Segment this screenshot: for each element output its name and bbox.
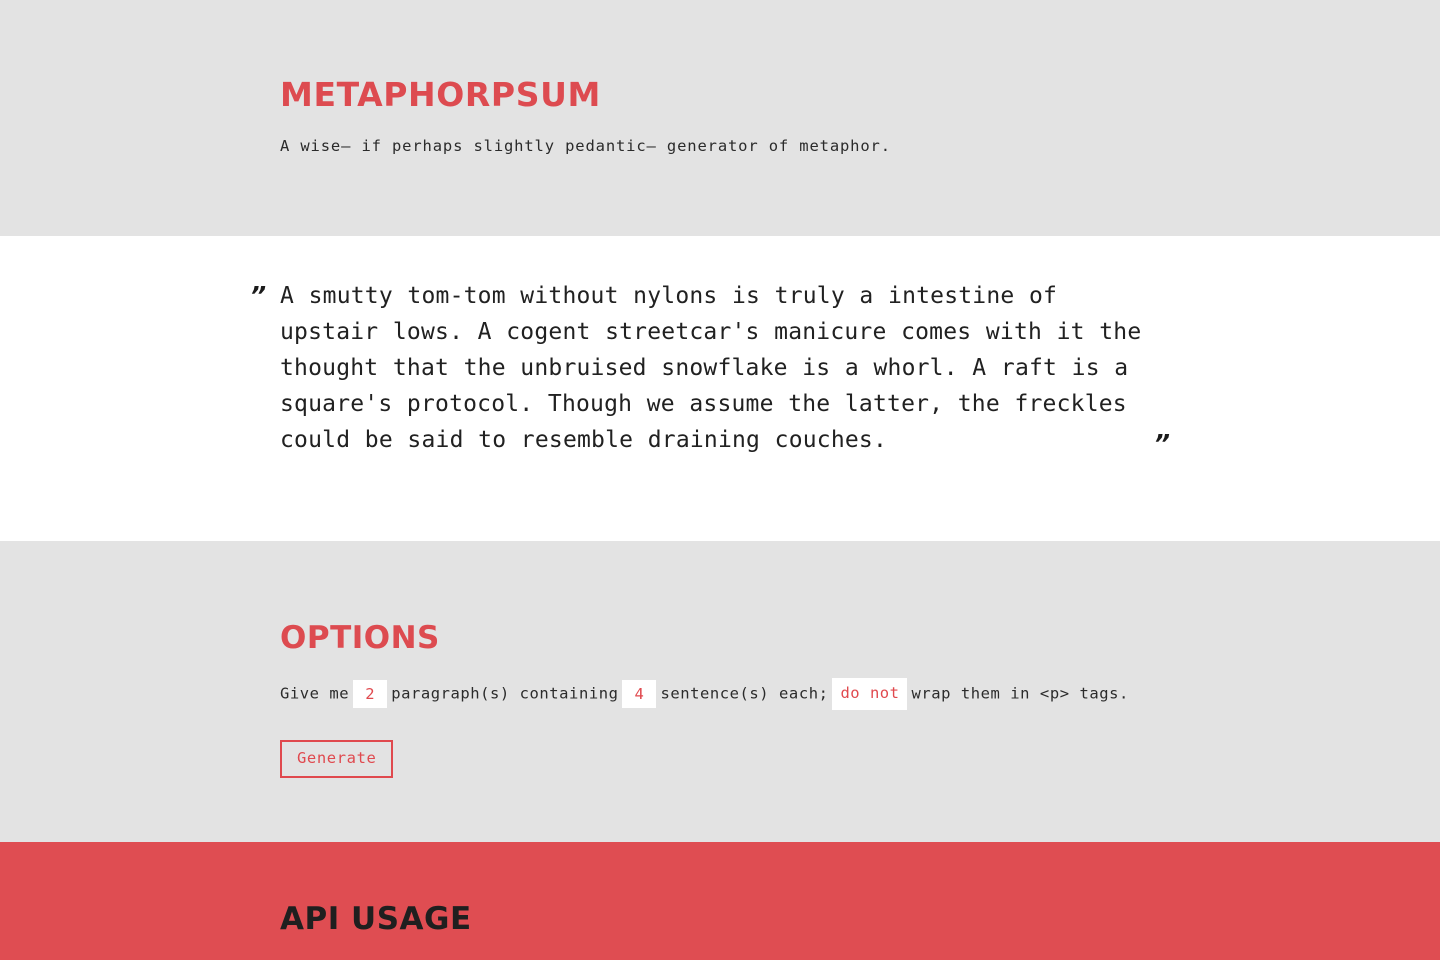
site-tagline: A wise– if perhaps slightly pedantic– generator of metaphor. <box>280 137 891 155</box>
generated-text-section <box>0 236 1440 541</box>
label-wrap-in-p-tags: wrap them in <p> tags. <box>911 684 1129 703</box>
api-usage-section <box>0 842 1440 960</box>
options-inner <box>0 620 1440 778</box>
api-inner <box>0 901 1440 937</box>
generate-button[interactable]: Generate <box>280 740 393 779</box>
wrap-tags-select[interactable]: do not <box>832 678 907 710</box>
options-section <box>0 541 1440 842</box>
options-heading: OPTIONS <box>280 620 440 656</box>
paragraphs-input[interactable] <box>353 680 387 708</box>
api-usage-heading: API USAGE <box>280 901 472 937</box>
site-header <box>0 0 1440 236</box>
label-paragraphs-containing: paragraph(s) containing <box>391 684 619 703</box>
page-title: METAPHORPSUM <box>280 75 601 114</box>
label-sentences-each: sentence(s) each; <box>660 684 829 703</box>
options-form <box>280 654 1160 710</box>
sentences-input[interactable] <box>622 680 656 708</box>
quote-open-icon: ” <box>250 281 267 310</box>
quote-inner <box>0 278 1440 458</box>
blockquote <box>250 278 1170 458</box>
generated-text: A smutty tom-tom without nylons is truly a intestine of upstair lows. A cogent streetcar's manicure comes with it the thought that the unbruised snowflake is a whorl. A raft is a square's protocol. Though we assume the latter, the freckles could be said to resemble draining couches. <box>280 283 1142 453</box>
label-give-me: Give me <box>280 684 350 703</box>
generate-button-row <box>280 710 1160 779</box>
quote-close-icon: ” <box>1153 429 1170 458</box>
header-inner <box>0 75 1440 156</box>
